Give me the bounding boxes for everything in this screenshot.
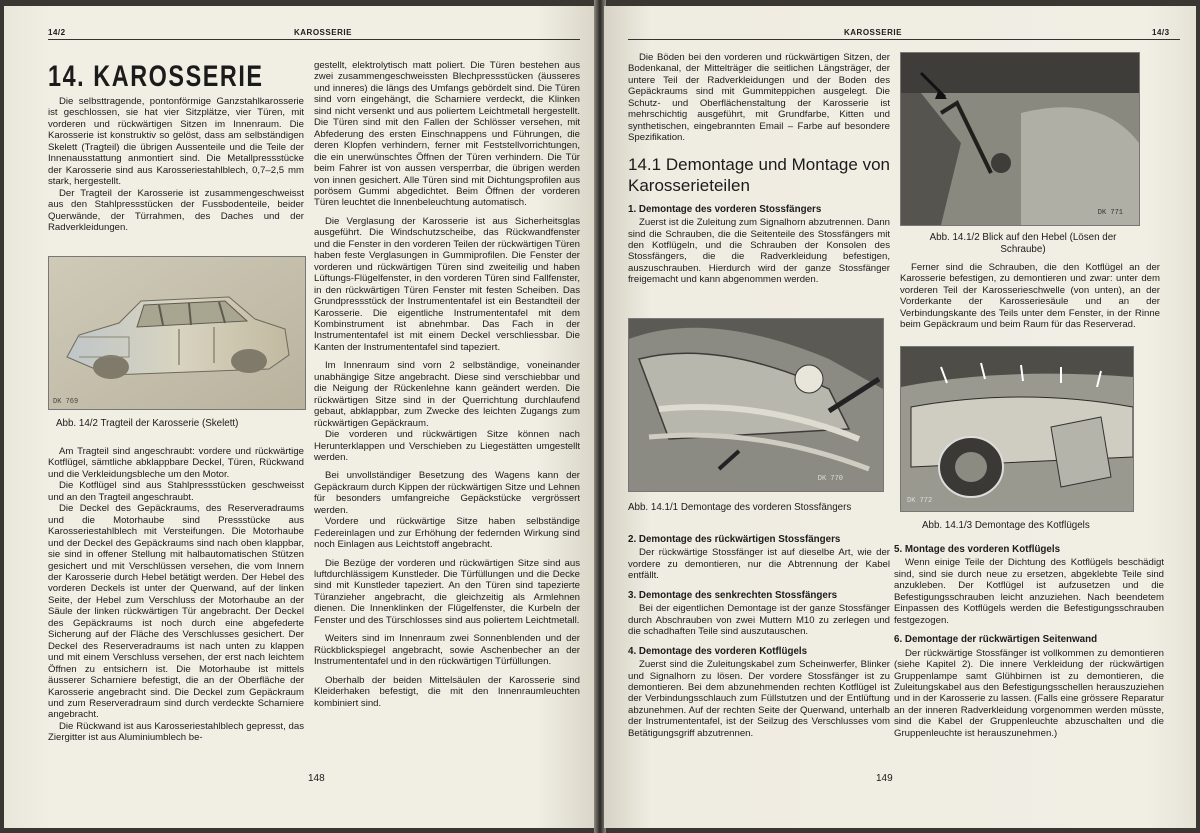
bumper-removal-image — [629, 319, 883, 491]
paragraph: Die Kotflügel sind aus Stahlpressstücken geschweisst und an den Tragteil angeschraubt. — [48, 480, 304, 503]
left-header-rule — [48, 39, 580, 40]
subheading: 5. Montage des vorderen Kotflügels — [894, 544, 1061, 555]
subheading: 2. Demontage des rückwärtigen Stossfängers — [628, 534, 841, 545]
paragraph: Oberhalb der beiden Mittelsäulen der Karosserie sind Kleiderhaken befestigt, die mit den Innenraumleuchten kombiniert sind. — [314, 674, 580, 709]
figure-caption: Abb. 14/2 Tragteil der Karosserie (Skelett) — [56, 418, 239, 429]
right-header-rule — [628, 39, 1180, 40]
paragraph: Der rückwärtige Stossfänger ist vollkommen zu demontieren (siehe Kapitel 2). Die innere Verkleidung der rückwärtigen Gruppenlampe samt Glühbirnen ist zu demontieren, die Zuleitungskabel aus den Befestigungsschellen herauszuziehen und in der Karosserie zu lassen. (Falls eine grössere Reparatur an der inneren Radverkleidung vorgenommen werden müsste, sind die Kabel der Gruppenleuchte abzuschalten und die Gruppenleuchte ist herauszunehmen.) — [894, 647, 1164, 739]
subheading: 3. Demontage des senkrechten Stossfängers — [628, 589, 838, 601]
paragraph: Bei unvollständiger Besetzung des Wagens kann der Gepäckraum durch Kippen der rückwärtigen Sitze und Lehnen für besonders umfangreiche Gepäckstücke vergrössert werden. — [314, 470, 580, 516]
figure-id: DK 771 — [1097, 209, 1123, 217]
figure-id: DK 772 — [907, 497, 933, 505]
page-number: 149 — [876, 773, 893, 784]
right-header-number: 14/3 — [1152, 28, 1170, 37]
subheading: 4. Demontage des vorderen Kotflügels — [628, 645, 808, 657]
left-header-number: 14/2 — [48, 28, 66, 37]
paragraph: Zuerst sind die Zuleitungskabel zum Scheinwerfer, Blinker und Signalhorn zu lösen. Der vordere Stossfänger ist zu demontieren. Bei dem abzunehmenden rechten Kotflügel ist der Verbindungsschlauch zum Füllstutzen und der Entlüftung abzunehmen. Auf der rechten Seite der Querwand, unterhalb der Instrumententafel, ist der Seilzug des Verschlusses vom Betätigungsgriff abzutrennen. — [628, 659, 890, 739]
figure-id: DK 769 — [53, 398, 79, 406]
figure-lever — [900, 52, 1140, 226]
left-col2 — [314, 60, 580, 709]
paragraph: Die Bezüge der vorderen und rückwärtigen Sitze sind aus luftdurchlässigem Kunstleder. Die Türfüllungen und die Decke sind mit Kunstleder tapeziert. An den Türen sind tapezierte Türanzieher angebracht, die gleichzeitig als Armlehnen dienen. Die Innenklinken der Flügelfenster, die Kurbeln der Fenster und des Türschlosses sind aus poliertem Leichtmetall. — [314, 557, 580, 626]
right-page — [604, 6, 1196, 828]
left-col1-bottom — [48, 446, 304, 744]
fender-removal-image — [901, 347, 1133, 511]
figure-caption: Abb. 14.1/2 Blick auf den Hebel (Lösen der Schraube) — [929, 232, 1117, 255]
left-page — [4, 6, 596, 828]
paragraph: Der Tragteil der Karosserie ist zusammengeschweisst aus den Stahlpressstücken der Fussbodenteile, beider Querwände, der Türrahmen, des Daches und der Radverkleidungen. — [48, 187, 304, 233]
section-title: 14.1 Demontage und Montage von Karosserieteilen — [628, 154, 890, 195]
left-header-title: KAROSSERIE — [294, 28, 352, 37]
right-col1 — [628, 52, 890, 286]
paragraph: Die Böden bei den vorderen und rückwärtigen Sitzen, der Bodenkanal, der Mittelträger die seitlichen Längsträger, der untere Teil der Radverkleidungen und der Boden des Gepäckraums sind mit Gummiteppichen ausgelegt. Die Schutz- und Oberflächenstaltung der Karosserie ist mehrschichtig ausgeführt, mit Grundfarbe, Kitten und synthetischen, eingebrannten Email – Farbe auf besondere Spezifikation. — [628, 52, 890, 144]
figure-id: DK 770 — [817, 475, 843, 483]
figure-caption: Abb. 14.1/1 Demontage des vorderen Stossfängers — [628, 502, 852, 513]
page-number: 148 — [308, 773, 325, 784]
paragraph: Die Verglasung der Karosserie ist aus Sicherheitsglas ausgeführt. Die Windschutzscheibe, das Rückwandfenster und die Fenster in den vorderen Teilen der rückwärtigen Türen haben feste Verglasungen in Gummiprofilen. Die Fenster der vorderen und rückwärtigen Türen sind zweiteilig und haben Lüftungs-Flügelfenster, in den vorderen Türen sind Fallfenster, in den rückwärtigen Türen Fenster mit festen Scheiben. Das Grundpressstück der Instrumententafel ist ein Bestandteil der Karosserie. Die eigentliche Instrumententafel mit dem Kombinstrument ist abnehmbar. Das Fach in der Instrumententafel ist mit einem Deckel verschliessbar. Die Kanten der Instrumententafel sind tapeziert. — [314, 215, 580, 353]
paragraph: Die Deckel des Gepäckraums, des Reserveradraums und die Motorhaube sind Pressstücke aus Karosseriestahlblech mit Versteifungen. Die Motorhaube und der Deckel des Gepäckraums sind nach oben klappbar, sie sind in offener Stellung mit halbautomatischen Stützen gesichert und mit Verschlüssen versehen, die vom Innern der Karosserie durch Hebel betätigt werden. Der Hebel des vorderen Deckels ist unter der Querwand, auf der linken Seite, der Hebel zum Verschluss der Motorhaube an der Säule der linken rückwärtigen Tür angebracht. Der Deckel des Gepäckraums ist noch durch eine abgefederte Sicherung auf der Fläche des Verschlusses gesichert. Der Deckel des Reserveradraums ist nach unten zu klappen und mit einem Verschluss versehen, der erst nach leichtem Öffnen zu entsichern ist. Die Motorhaube ist mittels äusserer Scharniere befestigt, die an der Oberfläche der Karosserie angebracht sind. Die Deckel zum Gepäckraum und zum Reserveradraum sind durch verdeckte Scharniere angebracht. — [48, 503, 304, 721]
left-col1-top — [48, 96, 304, 233]
paragraph: Die vorderen und rückwärtigen Sitze können nach Herunterklappen und Verschieben zu Liegestätten umgestellt werden. — [314, 429, 580, 463]
right-header-title: KAROSSERIE — [844, 28, 902, 37]
paragraph: Die Rückwand ist aus Karosseriestahlblech gepresst, das Ziergitter ist aus Aluminiumblech be- — [48, 720, 304, 744]
right-col2-upper — [900, 262, 1160, 331]
paragraph: Ferner sind die Schrauben, die den Kotflügel an der Karosserie befestigen, zu demontieren und zwar: unter dem vorderen Teil der Karosserieschwelle (von unten), an der Vorderkante der Karosseriesäule und an der Verbindungskante des Teils unter dem Fenster, in der Rinne beim Gepäckraum und beim Raum für das Reserverad. — [900, 262, 1160, 331]
paragraph: Bei der eigentlichen Demontage ist der ganze Stossfänger durch Abschrauben von zwei Muttern M10 zu zerlegen und die schadhaften Teile sind auszutauschen. — [628, 603, 890, 638]
right-col2-lower — [894, 536, 1164, 739]
car-skeleton-image — [49, 257, 305, 409]
subheading: 1. Demontage des vorderen Stossfängers — [628, 203, 822, 215]
paragraph: Vordere und rückwärtige Sitze haben selbständige Federeinlagen und zur Erhöhung der federnden Wirkung sind noch Einlagen aus Leichtstoff angebracht. — [314, 516, 580, 551]
paragraph: Am Tragteil sind angeschraubt: vordere und rückwärtige Kotflügel, sämtliche abklappbare Deckel, Türen, Rückwand und die Verkleidungsbleche um den Motor. — [48, 446, 304, 480]
paragraph: Zuerst ist die Zuleitung zum Signalhorn abzutrennen. Dann sind die Schrauben, die die Seitenteile des Stossfängers mit den Kotflügeln, und die Schrauben der Konsolen des Stossfängers, die die Radverkleidung befestigen, auszuschrauben. Hierdurch wird der ganze Stossfänger freigemacht und kann abgenommen werden. — [628, 217, 890, 286]
figure-fender — [900, 346, 1134, 512]
chapter-title: 14. KAROSSERIE — [48, 60, 264, 93]
paragraph: Die selbsttragende, pontonförmige Ganzstahlkarosserie ist geschlossen, sie hat vier Sitzplätze, vier Türen, mit vorderen und rückwärtigen Sitzen im Innenraum. Die Karosserie ist konstruktiv so gelöst, dass am selbständigen Skelett (Tragteil) die übrigen Aussenteile und die Teile der Innenausstattung anmontiert sind. Die Metallpressstücke der Karosserie sind aus Karosseriestahlblech, 0,7–2,5 mm stark, hergestellt. — [48, 96, 304, 188]
paragraph: Wenn einige Teile der Dichtung des Kotflügels beschädigt sind, sind sie durch neue zu ersetzen, abgeklebte Teile sind anzukleben. Der Kotflügel ist aufzusetzen und die Befestigungsschrauben leicht anzuziehen. Nach beendetem Einpassen des Kotflügels werden die Befestigungsschrauben festgezogen. — [894, 557, 1164, 626]
figure-body-skeleton — [48, 256, 306, 410]
paragraph: Weiters sind im Innenraum zwei Sonnenblenden und der Rückblickspiegel angebracht, sowie Aschenbecher an der Instrumententafel und in den rückwärtigen Türfüllungen. — [314, 633, 580, 668]
right-col1-lower — [628, 526, 890, 739]
paragraph: gestellt, elektrolytisch matt poliert. Die Türen bestehen aus zwei zusammengeschweissten Blechpressstücken (äusseres und inneres) die längs des Umfangs gebördelt sind. Die Türen sind vorn eingehängt, die Scharniere verdeckt, die Klinken sind nicht versenkt und aus poliertem Leichtmetall hergestellt. Die Türen sind mit den Fallen der Schlösser versehen, mit Abfederung des ersten Einschnappens und Führungen, die deren Klopfen verhindern, ferner mit Feststellvorrichtungen, die ein unerwünschtes Öffnen der Türen verhindern. Die Tür beim Fahrer ist von aussen versperrbar, die übrigen werden von innen gesichert. Alle Türen sind mit Dichtungsprofilen aus porösem Gummi abgedichtet. Beim Öffnen der vorderen Türen leuchtet die Innenbeleuchtung automatisch. — [314, 60, 580, 209]
figure-front-bumper — [628, 318, 884, 492]
figure-caption: Abb. 14.1/3 Demontage des Kotflügels — [922, 520, 1090, 531]
subheading: 6. Demontage der rückwärtigen Seitenwand — [894, 634, 1098, 646]
paragraph: Der rückwärtige Stossfänger ist auf dieselbe Art, wie der vordere zu demontieren, nur die Abtrennung der Kabel entfällt. — [628, 547, 890, 582]
paragraph: Im Innenraum sind vorn 2 selbständige, voneinander unabhängige Sitze angebracht. Diese sind verschiebbar und die Neigung der Rückenlehne kann geändert werden. Die rückwärtigen Sitze sind in der Querrichtung durchlaufend gebaut, abklappbar, zum Zwecke des leichten Zugangs zum rückwärtigen Gepäckraum. — [314, 360, 580, 429]
lever-image — [901, 53, 1139, 225]
